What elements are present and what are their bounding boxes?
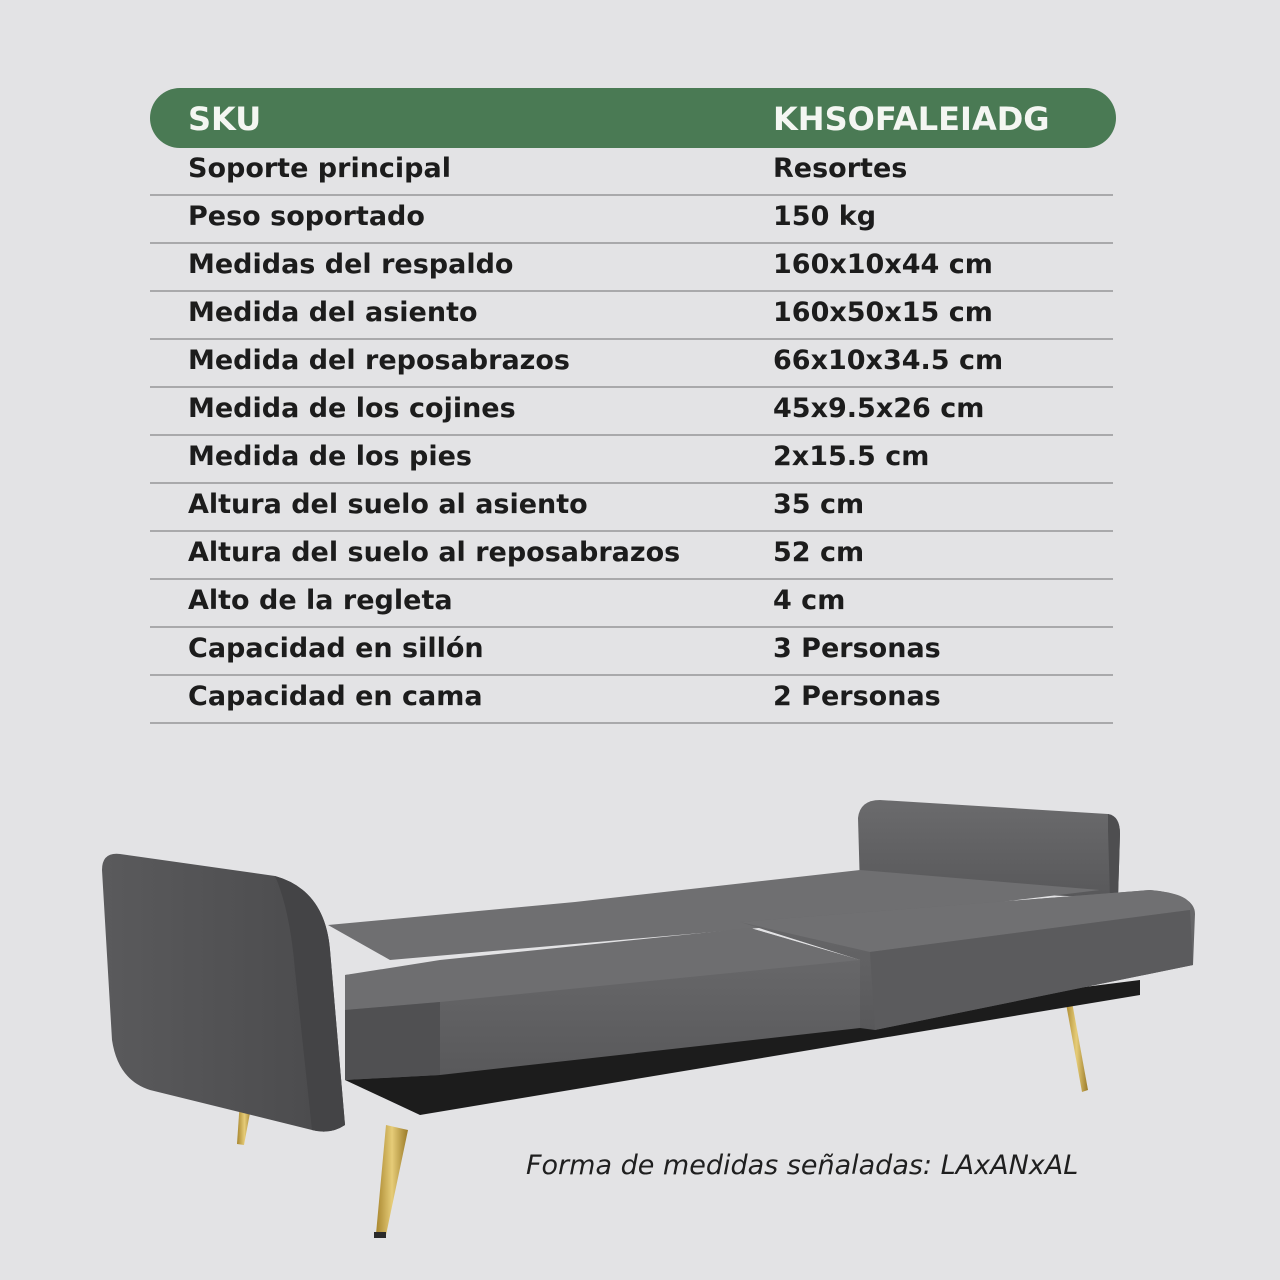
spec-value: 160x50x15 cm	[773, 297, 993, 328]
spec-row	[150, 484, 1113, 532]
spec-label: Medida de los pies	[188, 441, 472, 472]
sofa-bed-illustration	[90, 790, 1210, 1250]
spec-row	[150, 292, 1113, 340]
spec-row	[150, 340, 1113, 388]
spec-label: Medidas del respaldo	[188, 249, 514, 280]
spec-row	[150, 244, 1113, 292]
spec-row	[150, 196, 1113, 244]
sofa-bed-image	[90, 790, 1210, 1250]
spec-label: Capacidad en sillón	[188, 633, 484, 664]
spec-label: Peso soportado	[188, 201, 425, 232]
sofa-leg	[376, 1125, 408, 1235]
spec-row	[150, 436, 1113, 484]
spec-row	[150, 676, 1113, 724]
spec-value: Resortes	[773, 153, 908, 184]
spec-value: 52 cm	[773, 537, 865, 568]
sofa-leg	[1065, 998, 1088, 1092]
spec-row	[150, 580, 1113, 628]
spec-value: 45x9.5x26 cm	[773, 393, 985, 424]
spec-label: Medida del reposabrazos	[188, 345, 570, 376]
spec-row	[150, 628, 1113, 676]
spec-value: 3 Personas	[773, 633, 941, 664]
spec-value: 150 kg	[773, 201, 877, 232]
spec-row	[150, 388, 1113, 436]
measurement-format-note: Forma de medidas señaladas: LAxANxAL	[526, 1150, 1079, 1181]
spec-value: 2x15.5 cm	[773, 441, 930, 472]
spec-label: Altura del suelo al reposabrazos	[188, 537, 681, 568]
spec-label: Medida del asiento	[188, 297, 478, 328]
spec-label: Alto de la regleta	[188, 585, 453, 616]
sku-value: KHSOFALEIADG	[773, 100, 1050, 138]
spec-row	[150, 532, 1113, 580]
spec-label: Soporte principal	[188, 153, 451, 184]
spec-value: 2 Personas	[773, 681, 941, 712]
spec-row	[150, 148, 1113, 196]
sku-header-row	[150, 88, 1116, 148]
spec-value: 66x10x34.5 cm	[773, 345, 1004, 376]
spec-label: Medida de los cojines	[188, 393, 516, 424]
spec-value: 160x10x44 cm	[773, 249, 993, 280]
sku-label: SKU	[188, 100, 262, 138]
spec-label: Altura del suelo al asiento	[188, 489, 588, 520]
spec-value: 4 cm	[773, 585, 846, 616]
spec-value: 35 cm	[773, 489, 865, 520]
spec-table	[150, 88, 1116, 724]
spec-label: Capacidad en cama	[188, 681, 483, 712]
